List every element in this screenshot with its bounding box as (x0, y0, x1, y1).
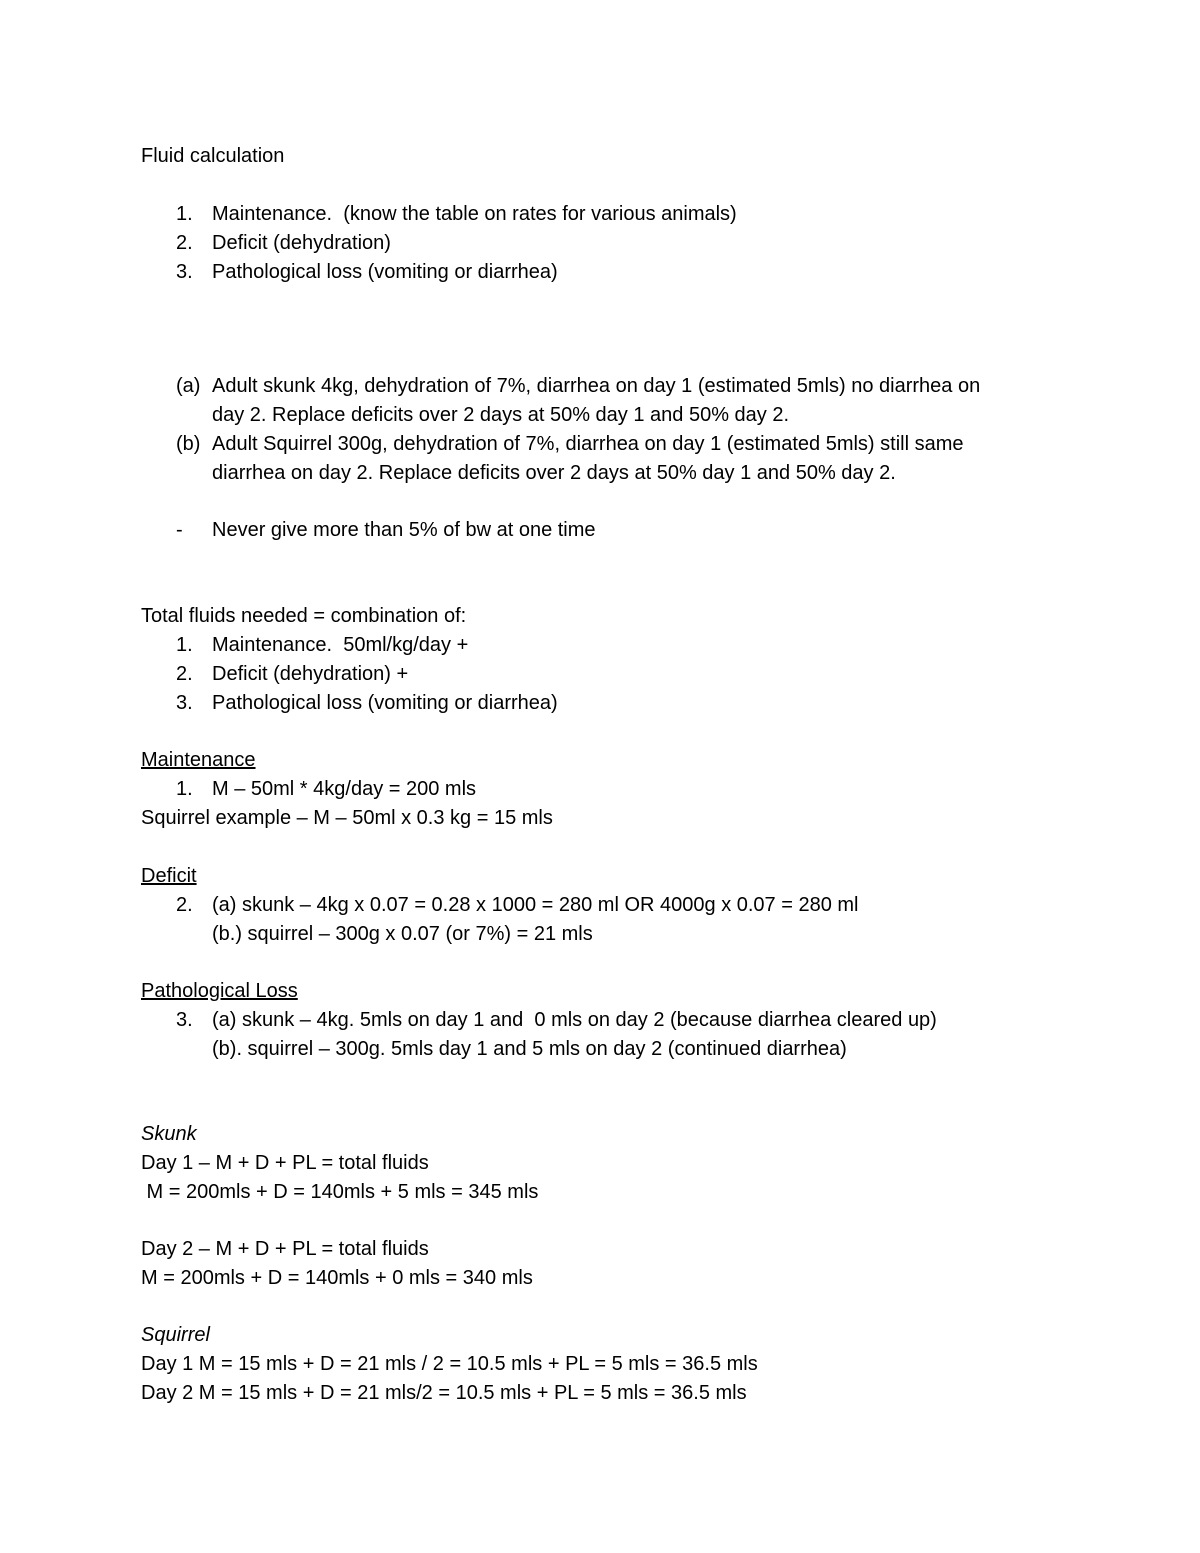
document-title: Fluid calculation (141, 145, 285, 167)
list-item: Pathological loss (vomiting or diarrhea) (212, 692, 558, 714)
pathological-squirrel-calc: (b). squirrel – 300g. 5mls day 1 and 5 mls on day 2 (continued diarrhea) (212, 1038, 847, 1060)
maintenance-calc: M – 50ml * 4kg/day = 200 mls (212, 778, 477, 800)
deficit-squirrel-calc: (b.) squirrel – 300g x 0.07 (or 7%) = 21 mls (212, 923, 593, 945)
case-text: day 2. Replace deficits over 2 days at 50% day 1 and 50% day 2. (212, 404, 790, 426)
skunk-day2-label: Day 2 – M + D + PL = total fluids (141, 1238, 429, 1260)
note-text: Never give more than 5% of bw at one time (212, 519, 596, 541)
list-number: 2. (176, 663, 193, 685)
skunk-day1-label: Day 1 – M + D + PL = total fluids (141, 1152, 429, 1174)
list-number: 1. (176, 778, 193, 800)
pathological-skunk-calc: (a) skunk – 4kg. 5mls on day 1 and 0 mls on day 2 (because diarrhea cleared up) (212, 1009, 937, 1031)
maintenance-squirrel-calc: Squirrel example – M – 50ml x 0.3 kg = 15 mls (141, 807, 553, 829)
list-item: Pathological loss (vomiting or diarrhea) (212, 261, 558, 283)
deficit-skunk-calc: (a) skunk – 4kg x 0.07 = 0.28 x 1000 = 280 ml OR 4000g x 0.07 = 280 ml (212, 894, 859, 916)
list-number: 3. (176, 692, 193, 714)
list-item: Maintenance. (know the table on rates for various animals) (212, 203, 737, 225)
list-number: 2. (176, 894, 193, 916)
squirrel-day1-calc: Day 1 M = 15 mls + D = 21 mls / 2 = 10.5 mls + PL = 5 mls = 36.5 mls (141, 1353, 758, 1375)
note-bullet: - (176, 519, 183, 541)
case-label: (a) (176, 375, 201, 397)
squirrel-day2-calc: Day 2 M = 15 mls + D = 21 mls/2 = 10.5 mls + PL = 5 mls = 36.5 mls (141, 1382, 747, 1404)
list-number: 3. (176, 261, 193, 283)
deficit-heading: Deficit (141, 865, 197, 887)
list-number: 3. (176, 1009, 193, 1031)
list-item: Deficit (dehydration) + (212, 663, 409, 685)
total-heading: Total fluids needed = combination of: (141, 605, 467, 627)
skunk-day1-calc: M = 200mls + D = 140mls + 5 mls = 345 mls (141, 1181, 539, 1203)
case-text: Adult skunk 4kg, dehydration of 7%, diarrhea on day 1 (estimated 5mls) no diarrhea on (212, 375, 981, 397)
squirrel-heading: Squirrel (141, 1324, 210, 1346)
list-number: 1. (176, 203, 193, 225)
list-item: Maintenance. 50ml/kg/day + (212, 634, 469, 656)
skunk-day2-calc: M = 200mls + D = 140mls + 0 mls = 340 mls (141, 1267, 533, 1289)
case-text: diarrhea on day 2. Replace deficits over 2 days at 50% day 1 and 50% day 2. (212, 462, 896, 484)
pathological-heading: Pathological Loss (141, 980, 298, 1002)
maintenance-heading: Maintenance (141, 749, 256, 771)
skunk-heading: Skunk (141, 1123, 197, 1145)
case-text: Adult Squirrel 300g, dehydration of 7%, diarrhea on day 1 (estimated 5mls) still same (212, 433, 964, 455)
list-item: Deficit (dehydration) (212, 232, 391, 254)
case-label: (b) (176, 433, 201, 455)
list-number: 2. (176, 232, 193, 254)
list-number: 1. (176, 634, 193, 656)
